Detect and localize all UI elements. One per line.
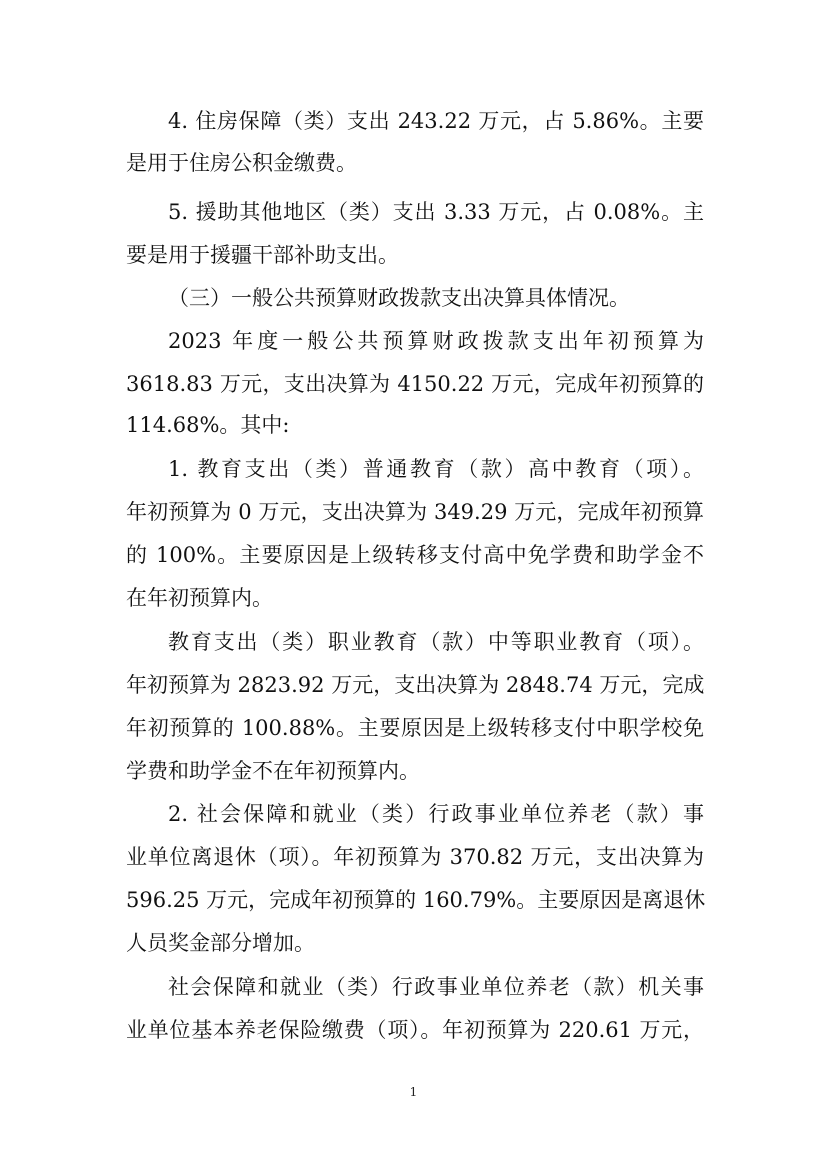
text-line: 年初预算为 0 万元，支出决算为 349.29 万元，完成年初预算 [126, 500, 704, 524]
text-line: 教育支出（类）职业教育（款）中等职业教育（项）。 [168, 630, 704, 654]
text-line: 4. 住房保障（类）支出 243.22 万元，占 5.86%。主要 [168, 109, 704, 133]
text-line: 业单位基本养老保险缴费（项）。年初预算为 220.61 万元， [126, 1018, 704, 1042]
section-heading: （三）一般公共预算财政拨款支出决算具体情况。 [168, 286, 630, 310]
text-line: 在年初预算内。 [126, 586, 273, 610]
text-line: 114.68%。其中: [126, 413, 290, 437]
text-line: 596.25 万元，完成年初预算的 160.79%。主要原因是离退休 [126, 888, 706, 912]
text-line: 2023 年度一般公共预算财政拨款支出年初预算为 [168, 329, 704, 353]
text-line: 3618.83 万元，支出决算为 4150.22 万元，完成年初预算的 [126, 372, 704, 396]
text-line: 年初预算的 100.88%。主要原因是上级转移支付中职学校免 [126, 716, 704, 740]
page-number: 1 [409, 1085, 418, 1099]
text-line: 是用于住房公积金缴费。 [126, 151, 357, 175]
text-line: 年初预算为 2823.92 万元，支出决算为 2848.74 万元，完成 [126, 673, 705, 697]
text-line: 2. 社会保障和就业（类）行政事业单位养老（款）事 [168, 802, 704, 826]
text-line: 学费和助学金不在年初预算内。 [126, 759, 420, 783]
text-line: 业单位离退休（项）。年初预算为 370.82 万元，支出决算为 [126, 845, 704, 869]
text-line: 5. 援助其他地区（类）支出 3.33 万元，占 0.08%。主 [168, 200, 704, 224]
text-line: 要是用于援疆干部补助支出。 [126, 243, 399, 267]
text-line: 的 100%。主要原因是上级转移支付高中免学费和助学金不 [126, 543, 704, 567]
text-line: 人员奖金部分增加。 [126, 931, 315, 955]
text-line: 1. 教育支出（类）普通教育（款）高中教育（项）。 [168, 457, 704, 481]
text-line: 社会保障和就业（类）行政事业单位养老（款）机关事 [168, 975, 704, 999]
